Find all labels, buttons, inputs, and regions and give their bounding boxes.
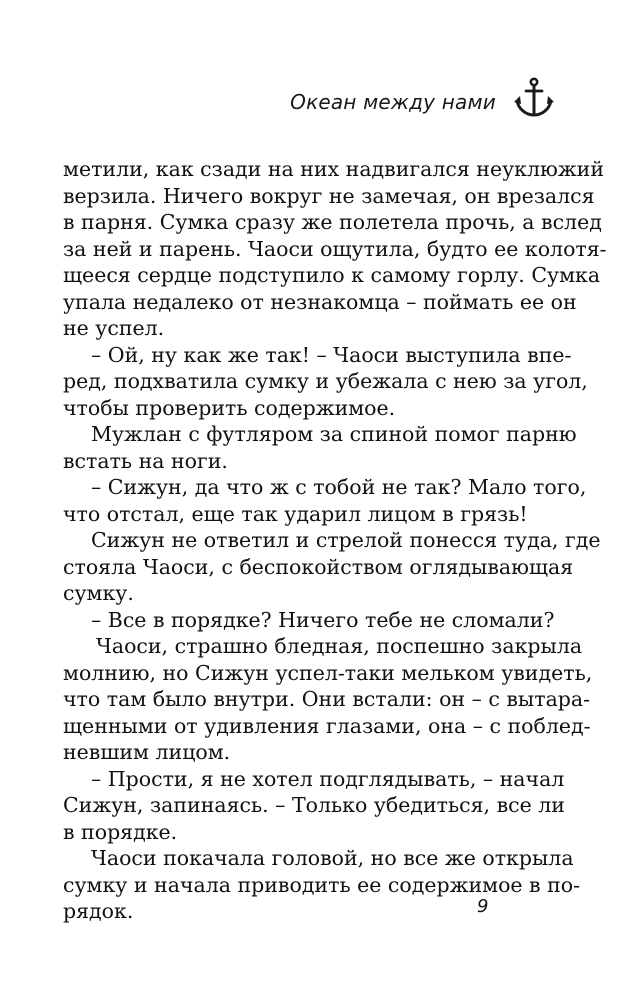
text-line: стояла Чаоси, с беспокойством оглядывающая — [63, 554, 574, 579]
text-line: чтобы проверить содержимое. — [63, 395, 396, 420]
text-line: Сижун не ответил и стрелой понесся туда, где — [91, 528, 601, 552]
text-line: что отстал, еще так ударил лицом в грязь! — [63, 501, 528, 526]
text-line: верзила. Ничего вокруг не замечая, он врезался — [63, 183, 595, 208]
text-line: встать на ноги. — [63, 448, 228, 473]
text-line: – Ой, ну как же так! – Чаоси выступила впе- — [91, 342, 572, 367]
running-title: Океан между нами — [290, 90, 496, 114]
text-line: сумку. — [63, 581, 134, 605]
text-line: не успел. — [63, 316, 165, 340]
text-line: метили, как сзади на них надвигался неуклюжий — [63, 157, 605, 181]
body-text — [63, 156, 607, 925]
page-number: 9 — [477, 896, 489, 917]
text-line: щенными от удивления глазами, она – с поблед- — [63, 713, 591, 738]
text-line: упала недалеко от незнакомца – поймать ее он — [63, 289, 577, 314]
text-line: Чаоси покачала головой, но все же открыла — [91, 846, 574, 870]
text-line: Мужлан с футляром за спиной помог парню — [91, 422, 577, 446]
text-line: в парня. Сумка сразу же полетела прочь, а вслед — [63, 210, 602, 234]
text-line: Чаоси, страшно бледная, поспешно закрыла — [96, 634, 583, 658]
text-line: за ней и парень. Чаоси ощутила, будто ее колотя- — [63, 236, 607, 261]
text-line: – Все в порядке? Ничего тебе не сломали? — [91, 607, 555, 632]
page-header — [0, 70, 631, 120]
text-line: щееся сердце подступило к самому горлу. Сумка — [63, 263, 601, 287]
text-line: в порядке. — [63, 819, 178, 844]
text-line: невшим лицом. — [63, 740, 231, 764]
text-line: – Сижун, да что ж с тобой не так? Мало того, — [91, 475, 587, 499]
text-line: ред, подхватила сумку и убежала с нею за угол, — [63, 369, 588, 393]
text-line: рядок. — [63, 899, 134, 923]
text-line: сумку и начала приводить ее содержимое в по- — [63, 872, 581, 897]
anchor-icon — [512, 76, 556, 120]
text-line: что там было внутри. Они встали: он – с вытара- — [63, 687, 591, 711]
text-line: – Прости, я не хотел подглядывать, – начал — [91, 766, 565, 791]
text-line: Сижун, запинаясь. – Только убедиться, все ли — [63, 793, 565, 817]
text-line: молнию, но Сижун успел-таки мельком увидеть, — [63, 660, 593, 685]
